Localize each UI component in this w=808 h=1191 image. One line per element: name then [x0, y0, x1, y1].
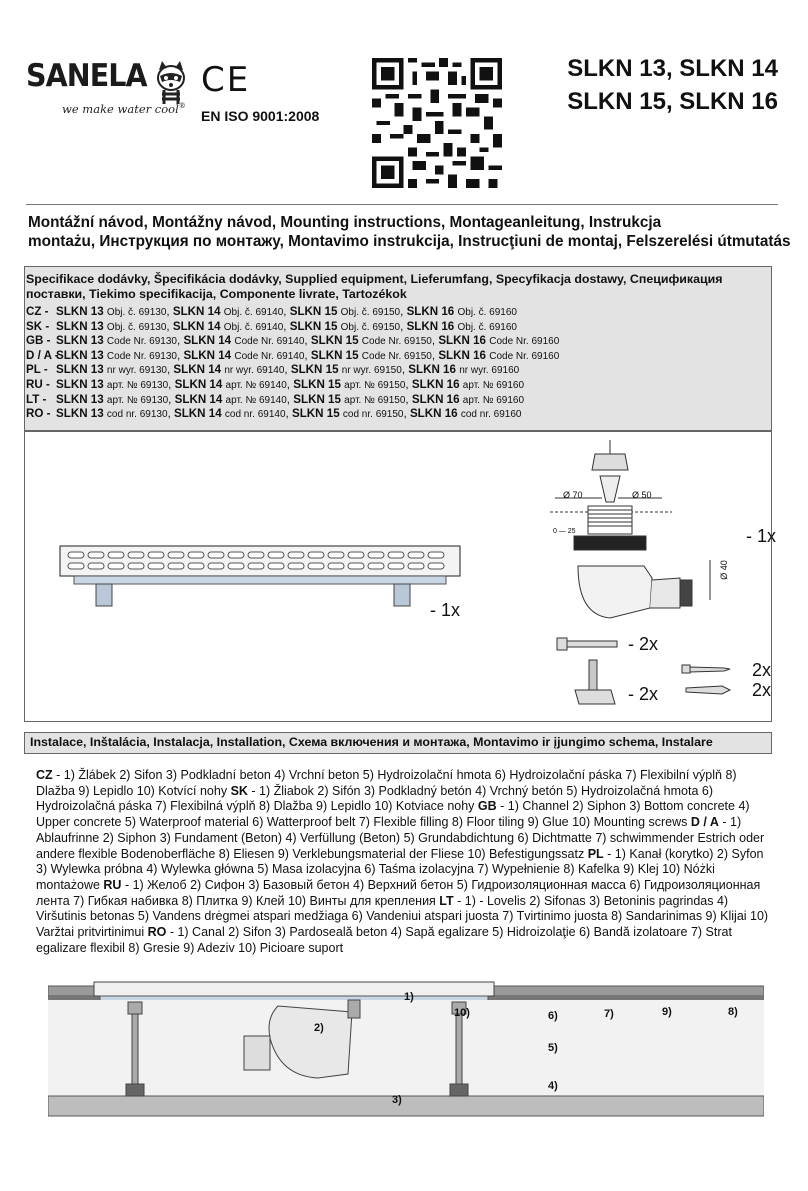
- spec-code: cod nr. 69150: [342, 409, 404, 421]
- spec-row: RO - SLKN 13 cod nr. 69130, SLKN 14 cod nr. 69140, SLKN 15 cod nr. 69150, SLKN 16 cod nr. 69160: [26, 407, 522, 421]
- spec-code: Code Nr. 69130: [106, 350, 177, 362]
- legend-lang: PL: [587, 846, 604, 861]
- spec-code: Obj. č. 69160: [457, 321, 517, 333]
- spec-code: nr wyr. 69130: [106, 365, 167, 377]
- spec-row-lang: RO -: [26, 407, 51, 421]
- spec-model: SLKN 13: [56, 392, 104, 406]
- spec-row-lang: GB -: [26, 334, 51, 348]
- spec-model: SLKN 16: [406, 305, 455, 318]
- spec-code: Code Nr. 69140: [234, 336, 305, 348]
- brand-tagline: we make water cool®: [62, 102, 186, 116]
- legend-lang: D / A: [690, 815, 719, 830]
- screw-and-foot-drawing: [555, 632, 625, 712]
- spec-code: cod nr. 69160: [460, 409, 522, 421]
- spec-row-lang: SK -: [26, 319, 50, 333]
- spec-code: Code Nr. 69130: [106, 336, 177, 348]
- callout-3: 3): [392, 1094, 402, 1106]
- legend-text: - 1) - Lovelis 2) Sifonas 3) Betoninis pagrindas 4) Viršutinis betonas 5) Vandens drėgmei atspari medžiaga 6) Vandeniui atspari juosta 7) Tvirtinimo juosta 8) Sandarinimas 9) Klijai 10) Varžtai pritvirtinimui: [36, 893, 769, 940]
- spec-row-lang: PL -: [26, 363, 48, 377]
- legend-lang: CZ: [36, 768, 53, 782]
- spec-model: SLKN 13: [56, 305, 104, 318]
- spec-code: арт. № 69140: [225, 394, 287, 406]
- legend-text: - 1) Ablaufrinne 2) Siphon 3) Fundament (Beton) 4) Verfüllung (Beton) 5) Grundabdichtung 6) Dichtmatte 7) schwimmender Estrich oder andere flexible Bodenoberfläche 8) Eliesen 9) Verklebungsmaterial der Fliese 10) Befestigungssatz: [36, 815, 765, 861]
- spec-row: SK - SLKN 13 Obj. č. 69130, SLKN 14 Obj. č. 69140, SLKN 15 Obj. č. 69150, SLKN 16 Obj. č. 69160: [26, 319, 517, 333]
- callout-8: 8): [728, 1006, 738, 1018]
- spec-row-lang: LT -: [26, 392, 47, 406]
- spec-code: арт. № 69150: [344, 380, 406, 391]
- channel-quantity: - 1x: [430, 600, 461, 620]
- spec-model: SLKN 14: [183, 334, 232, 348]
- spec-code: Obj. č. 69140: [223, 321, 284, 333]
- spec-model: SLKN 15: [289, 305, 338, 318]
- instructions-heading-line2: montażu, Инструкция по монтажу, Montavimo instrukcija, Instrucţiuni de montaj, Felszerelési útmutatás: [28, 233, 791, 250]
- spec-code: cod nr. 69130: [106, 409, 168, 421]
- spec-row-lang: CZ -: [26, 305, 49, 318]
- screw-quantity: - 2x: [628, 634, 659, 654]
- spec-model: SLKN 16: [409, 407, 458, 421]
- callout-1: 1): [404, 991, 414, 1003]
- dowel-quantity: 2x: [752, 680, 772, 700]
- spec-code: Code Nr. 69160: [489, 350, 560, 362]
- spec-model: SLKN 13: [56, 363, 104, 377]
- spec-model: SLKN 16: [411, 392, 460, 406]
- legend-text: - 1) Kanał (korytko) 2) Syfon 3) Wylewka próbna 4) Wylewka główna 5) Masa izolacyjna 6) Taśma izolacyjna 7) Wypełnienie 8) Kafelka 9) Klej 10) Nóżki montażowe: [36, 846, 764, 892]
- raccoon-mascot-icon: [150, 58, 192, 108]
- product-title-line1: SLKN 13, SLKN 14: [567, 55, 778, 82]
- legend-lang: LT: [439, 893, 454, 908]
- qr-code-icon: [372, 58, 502, 188]
- anchor-screw-quantity: 2x: [752, 660, 772, 680]
- spec-model: SLKN 15: [310, 334, 359, 348]
- callout-10: 10): [454, 1007, 470, 1019]
- siphon-quantity: - 1x: [746, 526, 777, 546]
- spec-title: Specifikace dodávky, Špecifikácia dodávky, Supplied equipment, Lieferumfang, Specyfikacja dostawy, Спецификация поставки, Tiekimo specifikacija, Componente livrate, Tartozékok: [26, 272, 723, 301]
- spec-code: арт. № 69160: [462, 380, 525, 391]
- callout-9: 9): [662, 1006, 672, 1018]
- product-title-line2: SLKN 15, SLKN 16: [567, 88, 778, 115]
- callout-4: 4): [548, 1080, 558, 1092]
- spec-code: арт. № 69130: [106, 394, 169, 406]
- spec-model: SLKN 14: [173, 363, 222, 377]
- legend-text: - 1) Canal 2) Sifon 3) Pardoseală beton 4) Sapă egalizare 5) Hidroizolaţie 6) Bandă izolatoare 7) Strat egalizare flexibil 8) Gresie 9) Adeziv 10) Picioare suport: [36, 925, 732, 955]
- spec-code: Code Nr. 69140: [234, 350, 305, 362]
- spec-model: SLKN 13: [56, 319, 104, 333]
- siphon-drawing: [540, 440, 720, 630]
- spec-row: D / A -SLKN 13 Code Nr. 69130, SLKN 14 Code Nr. 69140, SLKN 15 Code Nr. 69150, SLKN 16 Code Nr. 69160: [26, 348, 560, 362]
- spec-model: SLKN 15: [291, 407, 340, 421]
- legend-text: - 1) Желоб 2) Сифон 3) Базовый бетон 4) Верхний бетон 5) Гидроизоляционная масса 6) Гидроизоляционная лента 7) Гибкая набивка 8) Плитка 9) Клей 10) Винты для крепления: [36, 877, 761, 908]
- legend-lang: RO: [147, 925, 167, 940]
- spec-code: Obj. č. 69150: [340, 321, 401, 333]
- spec-model: SLKN 16: [438, 334, 486, 348]
- channel-drawing: [50, 538, 470, 618]
- legend-text: - 1) Žlábek 2) Sifon 3) Podkladní beton 4) Vrchní beton 5) Hydroizolační hmota 6) Hydroizolační páska 7) Flexibilní výplň 8) Dlažba 9) Lepidlo 10) Kotvící nohy: [36, 768, 737, 798]
- installation-title: Instalace, Inštalácia, Instalacja, Installation, Схема включения и монтажа, Montavimo ir įjungimo schema, Instalare: [30, 735, 713, 749]
- spec-model: SLKN 15: [310, 348, 359, 362]
- spec-model: SLKN 14: [174, 392, 223, 406]
- spec-code: nr wyr. 69140: [224, 365, 285, 377]
- spec-row: CZ - SLKN 13 Obj. č. 69130, SLKN 14 Obj. č. 69140, SLKN 15 Obj. č. 69150, SLKN 16 Obj. č. 69160: [26, 305, 517, 318]
- spec-model: SLKN 13: [56, 348, 104, 362]
- spec-model: SLKN 13: [56, 407, 104, 421]
- spec-model: SLKN 13: [56, 378, 104, 391]
- instructions-heading-line1: Montážní návod, Montážny návod, Mounting instructions, Montageanleitung, Instrukcja: [28, 214, 662, 231]
- spec-code: арт. № 69130: [106, 380, 169, 391]
- legend-text: - 1) Channel 2) Siphon 3) Bottom concrete 4) Upper concrete 5) Waterproof material 6) Watterproof belt 7) Flexible filling 8) Floor tiling 9) Glue 10) Mounting screws: [36, 799, 750, 830]
- spec-model: SLKN 14: [172, 305, 221, 318]
- spec-model: SLKN 14: [173, 407, 222, 421]
- legend-text: - 1) Žliabok 2) Sifón 3) Podkladný betón 4) Vrchný betón 5) Hydroizolačná hmota 6) Hydroizolačná páska 7) Flexibilná výplň 8) Dlažba 9) Lepidlo 10) Kotviace nohy: [36, 783, 713, 814]
- spec-row-lang: D / A -: [26, 348, 59, 362]
- sanela-logo: [26, 58, 196, 128]
- dimension-d40: Ø 40: [718, 560, 729, 580]
- spec-code: арт. № 69150: [344, 394, 406, 406]
- spec-code: Code Nr. 69160: [489, 336, 560, 348]
- callout-5: 5): [548, 1042, 558, 1054]
- spec-row: GB - SLKN 13 Code Nr. 69130, SLKN 14 Code Nr. 69140, SLKN 15 Code Nr. 69150, SLKN 16 Code Nr. 69160: [26, 334, 560, 348]
- spec-code: nr wyr. 69160: [459, 365, 520, 377]
- anchor-screw-and-dowel-drawing: [680, 660, 750, 700]
- spec-code: арт. № 69160: [462, 394, 525, 406]
- spec-model: SLKN 13: [56, 334, 104, 348]
- spec-model: SLKN 16: [411, 378, 460, 391]
- legend-lang: GB: [477, 799, 497, 814]
- spec-model: SLKN 14: [183, 348, 232, 362]
- spec-model: SLKN 15: [289, 319, 338, 333]
- spec-model: SLKN 16: [438, 348, 486, 362]
- ce-mark: CE: [201, 60, 251, 100]
- spec-model: SLKN 14: [172, 319, 221, 333]
- callout-6: 6): [548, 1010, 558, 1022]
- spec-model: SLKN 16: [406, 319, 455, 333]
- spec-model: SLKN 15: [293, 392, 341, 406]
- legend-lang: RU: [103, 877, 122, 892]
- callout-7: 7): [604, 1008, 614, 1020]
- foot-quantity: - 2x: [628, 684, 659, 704]
- installation-legend: [36, 768, 776, 956]
- spec-code: Obj. č. 69140: [223, 307, 284, 318]
- spec-code: cod nr. 69140: [224, 409, 286, 421]
- callout-2: 2): [314, 1022, 324, 1034]
- brand-wordmark: SANELA: [26, 58, 147, 94]
- spec-code: арт. № 69140: [225, 380, 287, 391]
- header-divider: [26, 204, 778, 205]
- spec-code: Obj. č. 69160: [457, 307, 517, 318]
- spec-code: Code Nr. 69150: [361, 336, 432, 348]
- dimension-d50: Ø 50: [632, 490, 652, 500]
- spec-row-lang: RU -: [26, 378, 50, 391]
- spec-model: SLKN 15: [293, 378, 341, 391]
- iso-certification: EN ISO 9001:2008: [201, 108, 320, 124]
- spec-code: Obj. č. 69130: [106, 321, 167, 333]
- spec-row: RU - SLKN 13 арт. № 69130, SLKN 14 арт. № 69140, SLKN 15 арт. № 69150, SLKN 16 арт. № 69160: [26, 378, 525, 391]
- spec-model: SLKN 14: [174, 378, 223, 391]
- dimension-0-25: 0 — 25: [553, 528, 576, 535]
- spec-row: PL - SLKN 13 nr wyr. 69130, SLKN 14 nr wyr. 69140, SLKN 15 nr wyr. 69150, SLKN 16 nr wyr. 69160: [26, 363, 520, 377]
- spec-row: LT - SLKN 13 арт. № 69130, SLKN 14 арт. № 69140, SLKN 15 арт. № 69150, SLKN 16 арт. № 69160: [26, 392, 525, 406]
- dimension-d70: Ø 70: [563, 490, 583, 500]
- spec-code: Obj. č. 69150: [340, 307, 401, 318]
- spec-code: nr wyr. 69150: [341, 365, 402, 377]
- spec-code: Code Nr. 69150: [361, 350, 432, 362]
- legend-lang: SK: [230, 783, 248, 798]
- spec-model: SLKN 15: [290, 363, 339, 377]
- spec-code: Obj. č. 69130: [106, 307, 167, 318]
- spec-model: SLKN 16: [408, 363, 456, 377]
